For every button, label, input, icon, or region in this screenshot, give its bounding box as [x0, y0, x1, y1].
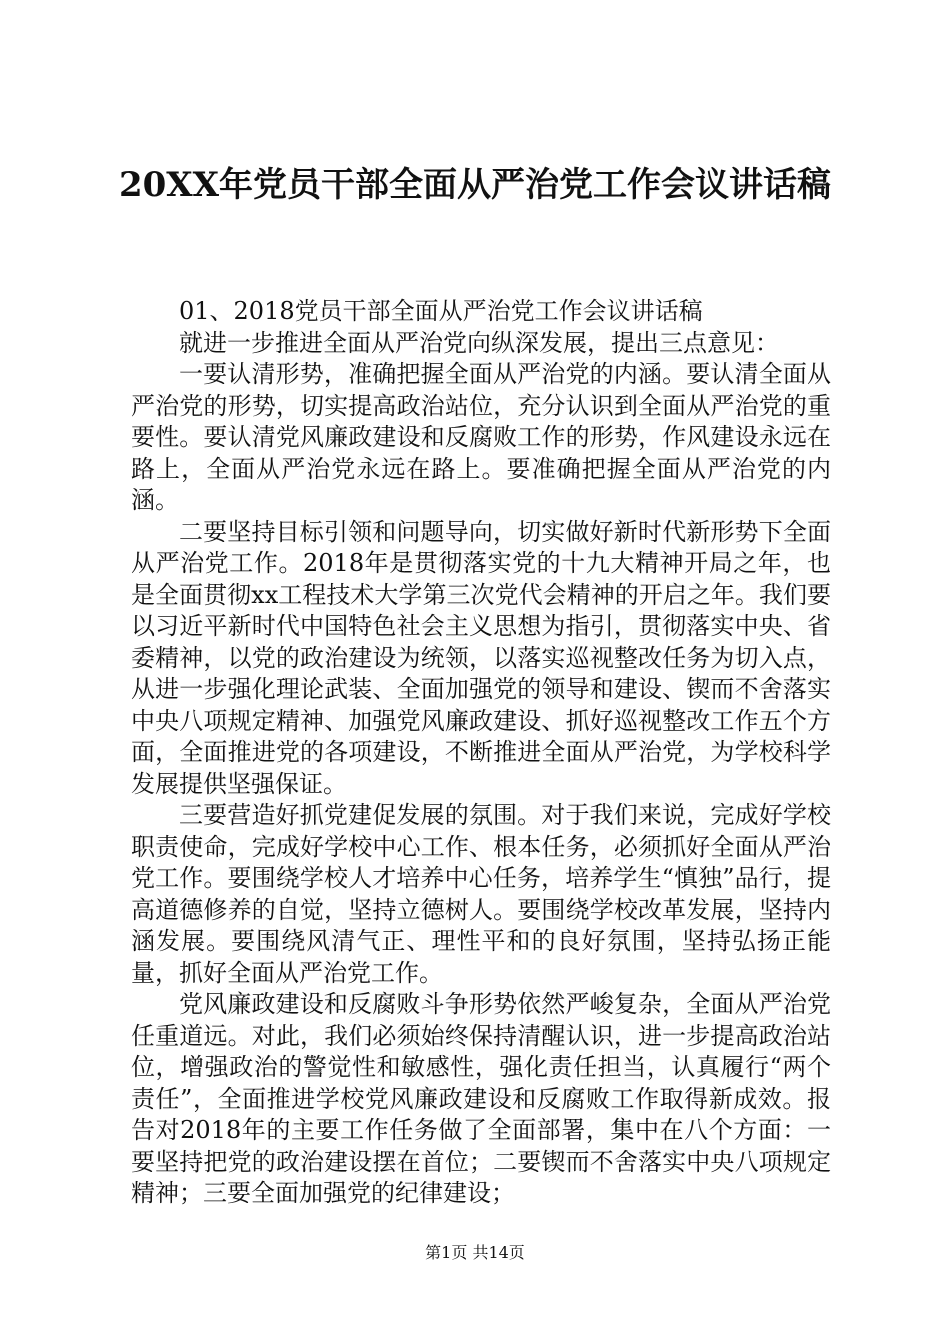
document-body	[131, 296, 831, 1210]
document-title: 20XX年党员干部全面从严治党工作会议讲话稿	[118, 165, 832, 205]
paragraph-conclusion: 党风廉政建设和反腐败斗争形势依然严峻复杂，全面从严治党任重道远。对此，我们必须始终保持清醒认识，进一步提高政治站位，增强政治的警觉性和敏感性，强化责任担当，认真履行“两个责任”，全面推进学校党风廉政建设和反腐败工作取得新成效。报告对2018年的主要工作任务做了全面部署，集中在八个方面：一要坚持把党的政治建设摆在首位；二要锲而不舍落实中央八项规定精神；三要全面加强党的纪律建设；	[131, 990, 831, 1207]
paragraph-point-two: 二要坚持目标引领和问题导向，切实做好新时代新形势下全面从严治党工作。2018年是贯彻落实党的十九大精神开局之年，也是全面贯彻xx工程技术大学第三次党代会精神的开启之年。我们要以习近平新时代中国特色社会主义思想为指引，贯彻落实中央、省委精神，以党的政治建设为统领，以落实巡视整改任务为切入点，从进一步强化理论武装、全面加强党的领导和建设、锲而不舍落实中央八项规定精神、加强党风廉政建设、抓好巡视整改工作五个方面，全面推进党的各项建设，不断推进全面从严治党，为学校科学发展提供坚强保证。	[131, 517, 831, 798]
paragraph-point-one: 一要认清形势，准确把握全面从严治党的内涵。要认清全面从严治党的形势，切实提高政治站位，充分认识到全面从严治党的重要性。要认清党风廉政建设和反腐败工作的形势，作风建设永远在路上，全面从严治党永远在路上。要准确把握全面从严治党的内涵。	[131, 360, 831, 514]
page-number: 第1页 共14页	[425, 1243, 525, 1262]
paragraph-intro: 就进一步推进全面从严治党向纵深发展，提出三点意见：	[179, 328, 779, 357]
paragraph-point-three: 三要营造好抓党建促发展的氛围。对于我们来说，完成好学校职责使命，完成好学校中心工作、根本任务，必须抓好全面从严治党工作。要围绕学校人才培养中心任务，培养学生“慎独”品行，提高道德修养的自觉，坚持立德树人。要围绕学校改革发展，坚持内涵发展。要围绕风清气正、理性平和的良好氛围，坚持弘扬正能量，抓好全面从严治党工作。	[131, 801, 831, 987]
paragraph-heading: 01、2018党员干部全面从严治党工作会议讲话稿	[179, 297, 703, 325]
